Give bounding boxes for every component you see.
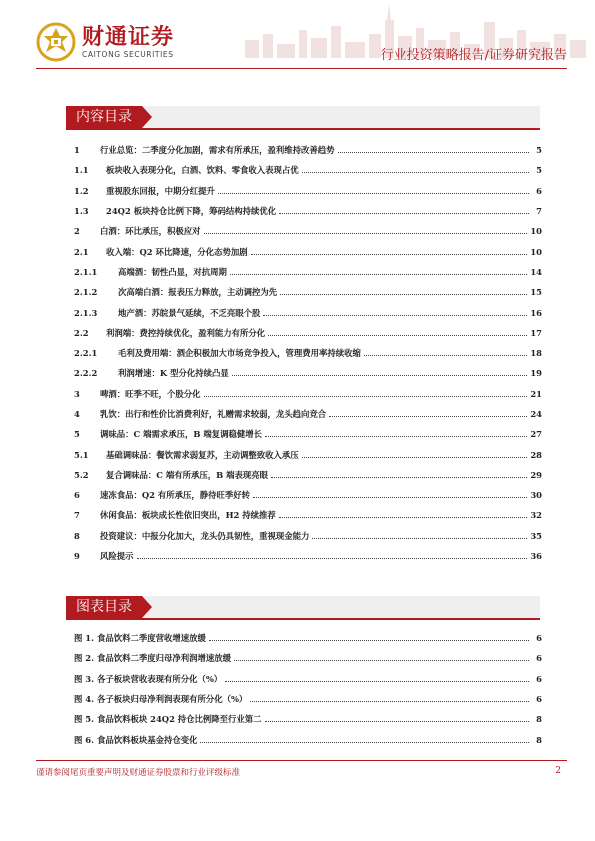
logo-chinese-text: 财通证券	[82, 24, 175, 50]
figure-entry[interactable]	[74, 729, 542, 749]
toc-entry-number: 2.1.3	[74, 307, 98, 318]
toc-entry[interactable]	[74, 140, 542, 160]
figure-entry-title: 图 6. 食品饮料板块基金持仓变化	[74, 734, 198, 745]
toc-entry-title: 重视股东回报，中期分红提升	[106, 185, 215, 196]
dot-leader	[268, 334, 527, 336]
toc-entry-page: 14	[530, 266, 542, 277]
figure-entry-page: 8	[536, 734, 542, 745]
toc-entry-title: 利润端：费控持续优化，盈利能力有所分化	[106, 327, 266, 338]
toc-entry-page: 18	[530, 348, 542, 359]
toc-entry-title: 风险提示	[100, 551, 134, 562]
toc-entry-page: 24	[530, 409, 542, 419]
page-header	[0, 0, 595, 90]
toc-entry[interactable]	[74, 444, 542, 464]
dot-leader	[271, 476, 527, 478]
toc-entry[interactable]	[74, 465, 542, 485]
toc-entry-title: 24Q2 板块持仓比例下降，筹码结构持续优化	[106, 206, 277, 217]
toc-entry-page: 35	[530, 530, 542, 541]
table-of-contents	[74, 140, 542, 566]
dot-leader	[218, 192, 529, 194]
figure-entry-page: 8	[536, 714, 542, 725]
toc-entry-title: 高端酒：韧性凸显，对抗周期	[118, 266, 227, 277]
toc-entry-page: 7	[536, 206, 542, 217]
toc-entry-title: 毛利及费用端：酒企积极加大市场竞争投入，管理费用率持续收缩	[118, 348, 361, 359]
figure-entry[interactable]	[74, 628, 542, 648]
toc-entry-page: 17	[530, 327, 542, 338]
list-of-figures	[74, 628, 542, 750]
figures-heading-bar	[66, 596, 540, 620]
figure-entry-page: 6	[536, 694, 542, 705]
toc-entry-number: 4	[74, 409, 80, 419]
toc-entry-page: 5	[536, 165, 542, 176]
toc-entry-title: 地产酒：苏皖景气延续，不乏亮眼个股	[118, 307, 261, 318]
toc-entry-title: 调味品：C 端需求承压，B 端复调稳健增长	[100, 429, 262, 440]
dot-leader	[232, 374, 528, 376]
toc-entry-number: 2	[74, 226, 80, 237]
toc-entry-title: 速冻食品：Q2 有所承压，静待旺季好转	[100, 490, 251, 501]
toc-entry[interactable]	[74, 323, 542, 343]
toc-entry-page: 21	[530, 388, 542, 399]
figure-entry[interactable]	[74, 709, 542, 729]
footer-disclaimer: 谨请参阅尾页重要声明及财通证券股票和行业评级标准	[36, 768, 241, 778]
toc-entry-title: 利润增速：K 型分化持续凸显	[118, 368, 229, 379]
dot-leader	[250, 700, 529, 702]
header-divider	[36, 68, 567, 69]
toc-entry[interactable]	[74, 221, 542, 241]
dot-leader	[279, 516, 528, 518]
dot-leader	[338, 151, 530, 153]
toc-entry-page: 30	[530, 490, 542, 501]
figures-heading: 图表目录	[66, 596, 142, 618]
dot-leader	[200, 741, 529, 743]
dot-leader	[280, 293, 527, 295]
toc-entry[interactable]	[74, 282, 542, 302]
toc-entry[interactable]	[74, 505, 542, 525]
dot-leader	[302, 456, 528, 458]
figure-entry-title: 图 5. 食品饮料板块 24Q2 持仓比例降至行业第二	[74, 714, 262, 725]
toc-entry-number: 1	[74, 145, 80, 156]
toc-entry-title: 啤酒：旺季不旺，个股分化	[100, 388, 201, 399]
toc-entry-title: 次高端白酒：报表压力释放，主动调控为先	[118, 287, 278, 298]
dot-leader	[302, 171, 529, 173]
toc-entry-number: 9	[74, 551, 80, 562]
dot-leader	[204, 395, 528, 397]
document-type-label: 行业投资策略报告/证券研究报告	[380, 48, 567, 63]
dot-leader	[253, 496, 527, 498]
toc-entry-number: 2.2.1	[74, 348, 98, 359]
dot-leader	[230, 273, 527, 275]
figure-entry-title: 图 1. 食品饮料二季度营收增速放缓	[74, 633, 206, 644]
dot-leader	[251, 253, 528, 255]
toc-entry-page: 32	[530, 510, 542, 521]
toc-entry-page: 19	[530, 368, 542, 379]
toc-entry[interactable]	[74, 424, 542, 444]
figure-entry-page: 6	[536, 673, 542, 684]
toc-entry-number: 2.1	[74, 246, 89, 257]
toc-heading-bar	[66, 106, 540, 130]
toc-entry-title: 复合调味品：C 端有所承压，B 端表现亮眼	[106, 469, 268, 480]
toc-entry-page: 10	[530, 246, 542, 257]
toc-entry-title: 休闲食品：板块成长性依旧突出，H2 持续推荐	[100, 510, 276, 521]
toc-entry-page: 28	[530, 449, 542, 460]
toc-entry[interactable]	[74, 343, 542, 363]
dot-leader	[364, 354, 527, 356]
toc-entry-title: 收入端：Q2 环比降速，分化态势加剧	[106, 246, 248, 257]
dot-leader	[329, 415, 527, 417]
toc-entry-number: 5	[74, 429, 80, 440]
brand-logo	[36, 22, 174, 62]
toc-entry[interactable]	[74, 262, 542, 282]
toc-entry-number: 8	[74, 530, 80, 541]
toc-entry-title: 基础调味品：餐饮需求弱复苏，主动调整致收入承压	[106, 449, 299, 460]
figure-entry[interactable]	[74, 689, 542, 709]
dot-leader	[265, 435, 527, 437]
toc-entry-number: 2.2	[74, 327, 89, 338]
toc-entry-page: 27	[530, 429, 542, 440]
toc-entry-number: 2.1.1	[74, 266, 98, 277]
toc-entry-page: 36	[530, 551, 542, 562]
toc-entry[interactable]	[74, 384, 542, 404]
dot-leader	[279, 212, 529, 214]
toc-entry-page: 6	[536, 185, 542, 196]
toc-entry-number: 1.2	[74, 185, 89, 196]
dot-leader	[265, 720, 529, 722]
toc-entry-number: 5.1	[74, 449, 89, 460]
toc-entry-number: 5.2	[74, 469, 89, 480]
toc-entry-number: 3	[74, 388, 80, 399]
figure-entry-title: 图 4. 各子板块归母净利润表现有所分化（%）	[74, 694, 248, 705]
toc-entry[interactable]	[74, 485, 542, 505]
logo-english-text: CAITONG SECURITIES	[82, 49, 174, 59]
toc-entry-title: 行业总览：二季度分化加剧，需求有所承压，盈利维持改善趋势	[100, 145, 335, 156]
toc-entry-page: 29	[530, 469, 542, 480]
page-number: 2	[555, 766, 561, 776]
dot-leader	[312, 537, 527, 539]
toc-entry-number: 2.2.2	[74, 368, 98, 379]
toc-heading: 内容目录	[66, 106, 142, 128]
figure-entry-title: 图 3. 各子板块营收表现有所分化（%）	[74, 673, 223, 684]
toc-entry-title: 乳饮：出行和性价比消费利好，礼赠需求较弱，龙头趋向竞合	[100, 409, 327, 419]
toc-entry-page: 5	[536, 145, 542, 156]
figure-entry[interactable]	[74, 648, 542, 668]
toc-entry-page: 10	[530, 226, 542, 237]
toc-entry-page: 15	[530, 287, 542, 298]
dot-leader	[209, 639, 529, 641]
figure-entry-page: 6	[536, 633, 542, 644]
dot-leader	[225, 680, 529, 682]
toc-entry[interactable]	[74, 363, 542, 383]
toc-entry[interactable]	[74, 404, 542, 424]
toc-entry[interactable]	[74, 181, 542, 201]
dot-leader	[263, 314, 527, 316]
figure-entry-page: 6	[536, 653, 542, 664]
toc-entry-number: 1.1	[74, 165, 89, 176]
toc-entry[interactable]	[74, 201, 542, 221]
toc-entry-number: 6	[74, 490, 80, 501]
coin-logo-icon	[36, 22, 76, 62]
footer-divider	[36, 760, 567, 761]
toc-entry[interactable]	[74, 302, 542, 322]
toc-entry-page: 16	[530, 307, 542, 318]
toc-entry-number: 7	[74, 510, 80, 521]
toc-entry[interactable]	[74, 546, 542, 566]
dot-leader	[234, 659, 529, 661]
dot-leader	[137, 557, 528, 559]
toc-entry-title: 投资建议：中报分化加大，龙头仍具韧性，重视现金能力	[100, 530, 310, 541]
toc-entry[interactable]	[74, 241, 542, 261]
dot-leader	[204, 232, 528, 234]
figure-entry[interactable]	[74, 669, 542, 689]
toc-entry-title: 白酒：环比承压，积极应对	[100, 226, 201, 237]
toc-entry-number: 2.1.2	[74, 287, 98, 298]
toc-entry[interactable]	[74, 526, 542, 546]
toc-entry-title: 板块收入表现分化，白酒、饮料、零食收入表现占优	[106, 165, 299, 176]
toc-entry-number: 1.3	[74, 206, 89, 217]
figure-entry-title: 图 2. 食品饮料二季度归母净利润增速放缓	[74, 653, 231, 664]
page-footer	[36, 760, 567, 778]
toc-entry[interactable]	[74, 160, 542, 180]
